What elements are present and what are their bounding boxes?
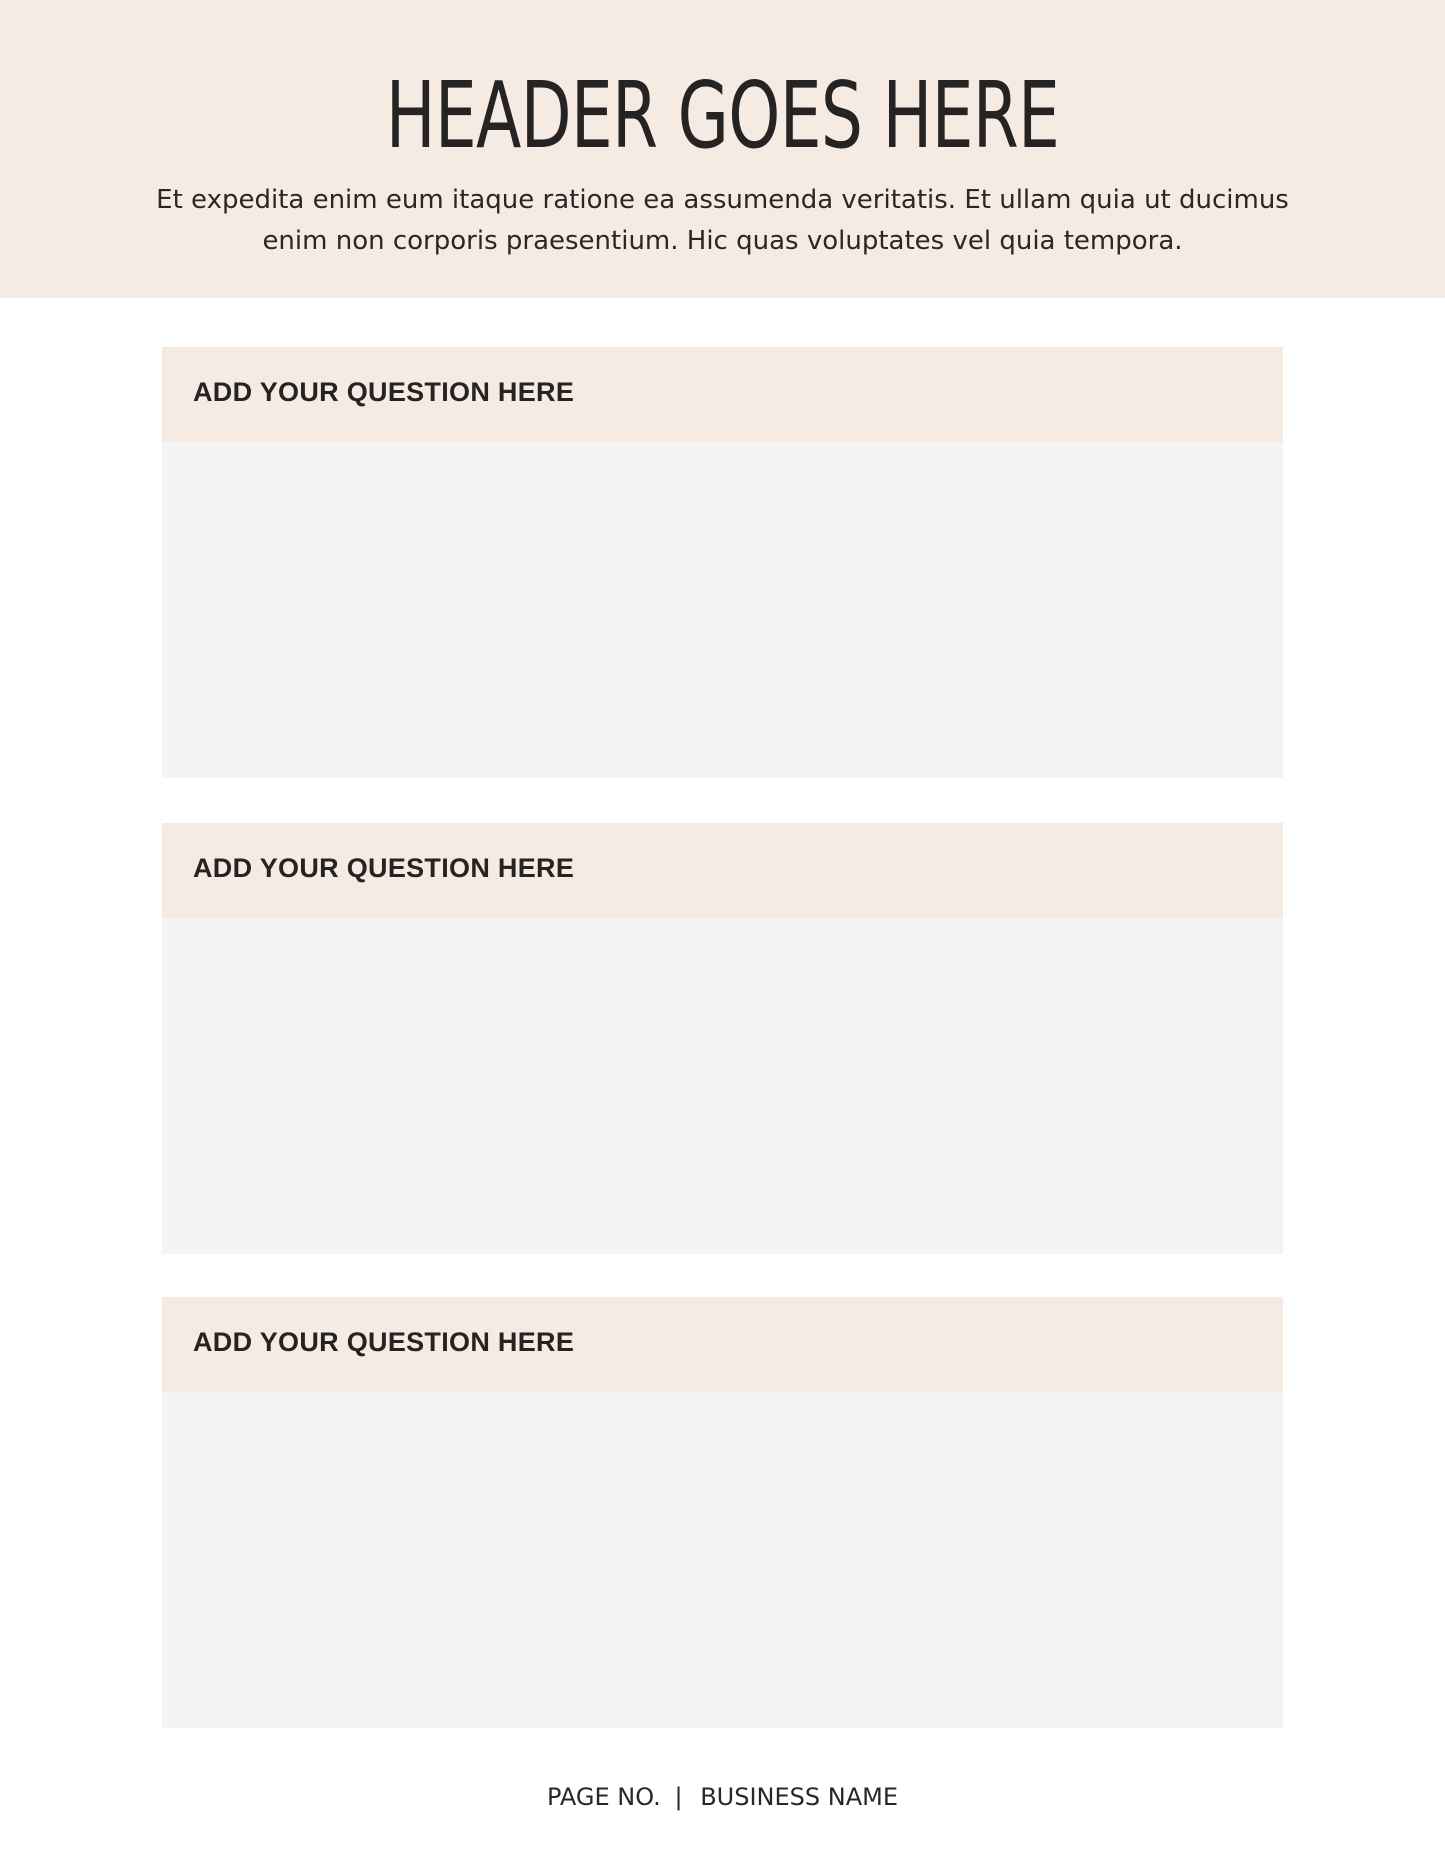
- question-card-3: [162, 1297, 1283, 1728]
- business-name: BUSINESS NAME: [700, 1783, 898, 1811]
- intro-paragraph: Et expedita enim eum itaque ratione ea assumenda veritatis. Et ullam quia ut ducimus enim non corporis praesentium. Hic quas voluptates vel quia tempora.: [156, 185, 1289, 256]
- footer-separator: |: [674, 1783, 683, 1811]
- question-label: ADD YOUR QUESTION HERE: [193, 1327, 575, 1357]
- question-header: [162, 823, 1283, 918]
- page-footer: [0, 1781, 1445, 1813]
- page-number-label: PAGE NO.: [546, 1783, 661, 1811]
- answer-area[interactable]: [162, 918, 1283, 1254]
- question-label: ADD YOUR QUESTION HERE: [193, 853, 575, 883]
- question-card-2: [162, 823, 1283, 1254]
- answer-area[interactable]: [162, 442, 1283, 778]
- answer-area[interactable]: [162, 1392, 1283, 1728]
- question-card-1: [162, 347, 1283, 778]
- question-header: [162, 347, 1283, 442]
- question-header: [162, 1297, 1283, 1392]
- page-title: HEADER GOES HERE: [385, 62, 1060, 169]
- question-label: ADD YOUR QUESTION HERE: [193, 377, 575, 407]
- header-band: [0, 0, 1445, 298]
